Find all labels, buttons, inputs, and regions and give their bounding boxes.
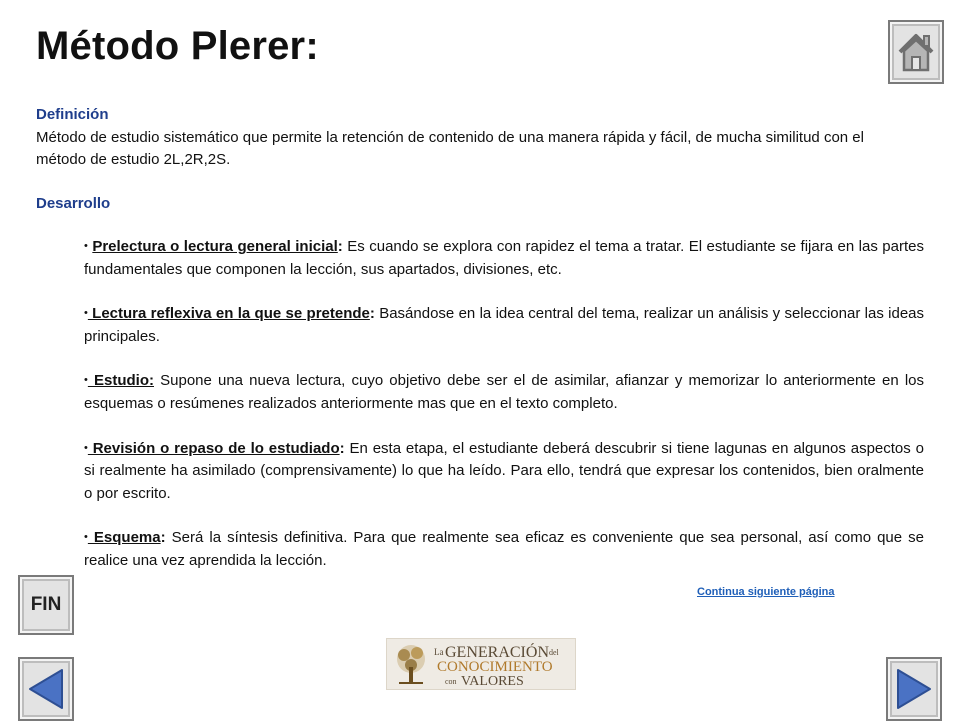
tree-icon — [397, 645, 425, 683]
item-text: En esta etapa, el estudiante deberá descubrir si tiene lagunas en algunos aspectos o si realmente ha asimilado (comprensivamente) lo que ha leído. Para ello, tendrá que expresar los contenidos, bien oralmente o por escrito. — [84, 439, 924, 502]
definition-heading: Definición — [36, 106, 109, 123]
definition-text: Método de estudio sistemático que permite la retención de contenido de una manera rápida y fácil, de mucha similitud con el método de estudio 2L,2R,2S. — [36, 129, 864, 168]
list-item: • Esquema: Será la síntesis definitiva. Para que realmente sea eficaz es conveniente que sea personal, así como que se realice una vez aprendida la lección. — [84, 529, 924, 569]
item-term: Estudio: — [87, 372, 154, 390]
page-title: Método Plerer: — [36, 24, 319, 68]
home-icon — [896, 30, 936, 74]
development-heading: Desarrollo — [36, 195, 111, 212]
triangle-right-icon — [894, 666, 934, 712]
logo-line1-big: GENERACIÓN — [445, 644, 549, 661]
item-term: Esquema — [87, 529, 161, 547]
item-text: Basándose en la idea central del tema, realizar un análisis y seleccionar las ideas principales. — [84, 305, 924, 345]
list-item: • Lectura reflexiva en la que se pretende: Basándose en la idea central del tema, realizar un análisis y seleccionar las ideas principales. — [84, 305, 924, 345]
home-button[interactable] — [888, 20, 944, 84]
item-text: Será la síntesis definitiva. Para que realmente sea eficaz es conveniente que sea personal, así como que se realice una vez aprendida la lección. — [84, 529, 924, 569]
development-list — [84, 235, 924, 594]
triangle-left-icon — [26, 666, 66, 712]
item-text: Es cuando se explora con rapidez el tema a tratar. El estudiante se fijara en las partes fundamentales que componen la lección, sus apartados, divisiones, etc. — [84, 238, 924, 278]
logo-line1-tail: del — [549, 648, 559, 657]
bullet-dot: • — [84, 441, 88, 454]
list-item: • Revisión o repaso de lo estudiado: En esta etapa, el estudiante deberá descubrir si tiene lagunas en algunos aspectos o si realmente ha asimilado (comprensivamente) lo que ha leído. Para ello, tendrá que expresar los contenidos, bien oralmente o por escrito. — [84, 439, 924, 502]
next-button[interactable] — [886, 657, 942, 721]
logo-line3-big: VALORES — [461, 674, 524, 689]
logo-graphic — [387, 639, 575, 689]
logo-line1-small: La — [434, 647, 444, 657]
continue-next-page-link[interactable]: Continua siguiente página — [697, 586, 835, 598]
fin-button[interactable]: FIN — [18, 575, 74, 635]
list-item — [84, 369, 924, 415]
item-term: Lectura reflexiva en la que se pretende — [87, 305, 370, 323]
item-term: Revisión o repaso de lo estudiado — [87, 439, 340, 457]
previous-button[interactable] — [18, 657, 74, 721]
bullet-dot: • — [84, 531, 88, 544]
item-text: Supone una nueva lectura, cuyo objetivo debe ser el de asimilar, afianzar y memorizar lo anteriormente en los esquemas o resúmenes realizados anteriormente mas que en el texto completo. — [84, 372, 924, 412]
bullet-dot: • — [84, 374, 88, 387]
item-term: Prelectura o lectura general inicial — [92, 238, 338, 255]
logo-line3-small: con — [445, 677, 457, 686]
list-item: • Prelectura o lectura general inicial: Es cuando se explora con rapidez el tema a tratar. El estudiante se fijara en las partes fundamentales que componen la lección, sus apartados, divisiones, etc. — [84, 238, 924, 278]
bullet-dot: • — [84, 240, 88, 252]
logo-line2: CONOCIMIENTO — [437, 659, 553, 675]
logo — [386, 638, 576, 690]
bullet-dot: • — [84, 307, 88, 320]
